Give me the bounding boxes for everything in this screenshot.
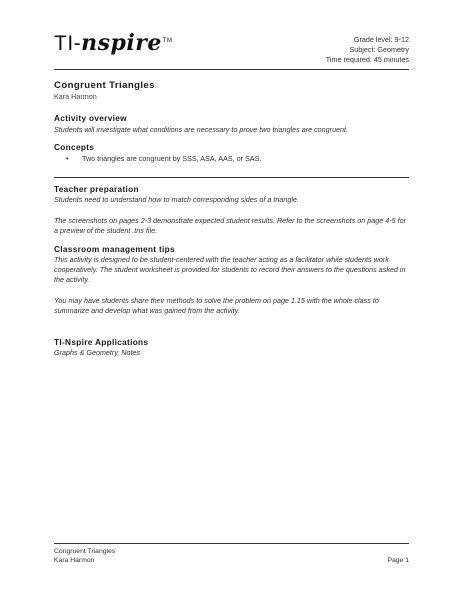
teacher-preparation-text-1: Students need to understand how to match corresponding sides of a triangle. xyxy=(54,194,299,204)
document-title: Congruent Triangles xyxy=(54,80,155,91)
logo-nspire-text: nspire xyxy=(81,30,162,56)
ti-nspire-logo xyxy=(54,30,173,56)
footer-divider xyxy=(54,543,409,544)
teacher-preparation-text-2: The screenshots on pages 2-3 demonstrate expected student results. Refer to the screenshots on page 4-5 for a preview of the student .tns file. xyxy=(54,216,406,235)
logo-trademark: TM xyxy=(162,38,173,44)
document-body xyxy=(54,80,409,358)
bullet-icon: • xyxy=(66,153,69,163)
logo-ti-text: TI- xyxy=(54,32,82,55)
concepts-heading: Concepts xyxy=(54,141,95,152)
time-required: Time required: 45 minutes xyxy=(325,54,409,64)
concept-text: Two triangles are congruent by SSS, ASA, AAS, or SAS. xyxy=(82,153,262,163)
classroom-tips-text-2: You may have students share their methods to solve the problem on page 1.15 with the whole class to summarize and develop what was gained from the activity. xyxy=(54,296,379,315)
concepts-list-item xyxy=(66,154,409,163)
document-author: Kara Harmon xyxy=(54,92,97,101)
classroom-tips-heading: Classroom management tips xyxy=(54,244,175,255)
page-footer xyxy=(54,547,409,565)
header-divider xyxy=(54,69,409,70)
document-meta xyxy=(326,35,409,64)
classroom-tips-text-1: This activity is designed to be student-centered with the teacher acting as a facilitator while students work cooperatively. The student worksheet is provided for students to record their answers to the questions asked in the activity. xyxy=(54,255,406,284)
subject: Subject: Geometry xyxy=(349,44,409,54)
activity-overview-heading: Activity overview xyxy=(54,113,127,123)
activity-overview-text: Students will investigate what conditions are necessary to prove two triangles are congruent. xyxy=(54,125,349,134)
applications-heading: TI-Nspire Applications xyxy=(54,337,149,348)
page-number: Page 1 xyxy=(387,557,409,564)
grade-level: Grade level: 9-12 xyxy=(353,35,409,44)
applications-text: Graphs & Geometry, Notes xyxy=(54,348,141,358)
footer-author: Kara Harmon xyxy=(54,557,95,564)
footer-title: Congruent Triangles xyxy=(54,548,116,555)
teacher-preparation-heading: Teacher preparation xyxy=(54,183,139,194)
section-divider xyxy=(54,177,409,178)
